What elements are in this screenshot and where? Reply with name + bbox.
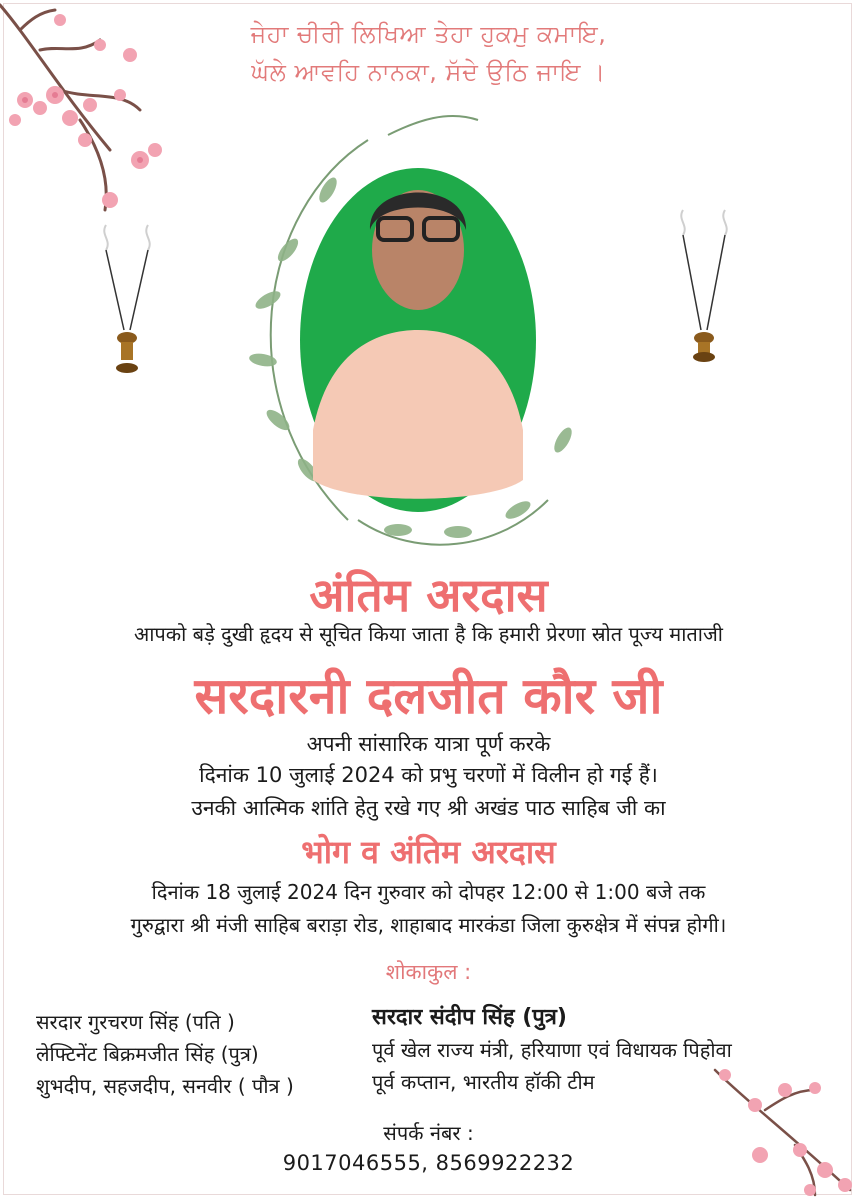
memorial-photo <box>218 100 638 560</box>
gurbani-verse-line2: ਘੱਲੇ ਆਵਹਿ ਨਾਨਕਾ, ਸੱਦੇ ਉਠਿ ਜਾਇ । <box>251 58 606 86</box>
mourner-son-name: सरदार संदीप सिंह (पुत्र) <box>372 1005 567 1030</box>
contact-label: संपर्क नंबर : <box>383 1121 474 1145</box>
mourners-right-block <box>372 1002 732 1098</box>
event-datetime: दिनांक 18 जुलाई 2024 दिन गुरुवार को दोपहर 12:00 से 1:00 बजे तक <box>151 880 706 904</box>
mourner-item: लेफ्टिनेंट बिक्रमजीत सिंह (पुत्र) <box>36 1042 259 1066</box>
mourner-son-title1: पूर्व खेल राज्य मंत्री, हरियाणा एवं विधायक पिहोवा <box>372 1038 732 1062</box>
mourner-son-title2: पूर्व कप्तान, भारतीय हॉकी टीम <box>372 1070 595 1094</box>
ceremony-title: भोग व अंतिम अरदास <box>301 833 556 871</box>
hanging-incense-lamp-icon <box>98 220 158 380</box>
contact-phones: 9017046555, 8569922232 <box>282 1151 575 1175</box>
page-title: अंतिम अरदास <box>309 568 548 622</box>
hanging-incense-lamp-icon <box>675 205 735 365</box>
body-line1: अपनी सांसारिक यात्रा पूर्ण करके <box>306 732 551 756</box>
intro-text: आपको बड़े दुखी हृदय से सूचित किया जाता है कि हमारी प्रेरणा स्रोत पूज्य माताजी <box>133 622 723 646</box>
gurbani-verse-line1: ਜੇਹਾ ਚੀਰੀ ਲਿਖਿਆ ਤੇਹਾ ਹੁਕਮੁ ਕਮਾਇ, <box>250 20 607 48</box>
mourners-left-list <box>36 1006 294 1102</box>
body-line2: दिनांक 10 जुलाई 2024 को प्रभु चरणों में विलीन हो गई हैं। <box>199 763 658 787</box>
mourner-item: सरदार गुरचरण सिंह (पति ) <box>36 1010 235 1034</box>
mourners-label: शोकाकुल : <box>385 960 472 984</box>
body-line3: उनकी आत्मिक शांति हेतु रखे गए श्री अखंड पाठ साहिब जी का <box>191 796 666 820</box>
event-venue: गुरुद्वारा श्री मंजी साहिब बराड़ा रोड, शाहाबाद मारकंडा जिला कुरुक्षेत्र में संपन्न होगी। <box>130 913 727 937</box>
mourner-item: शुभदीप, सहजदीप, सनवीर ( पौत्र ) <box>36 1074 294 1098</box>
deceased-name: सरदारनी दलजीत कौर जी <box>194 667 663 725</box>
